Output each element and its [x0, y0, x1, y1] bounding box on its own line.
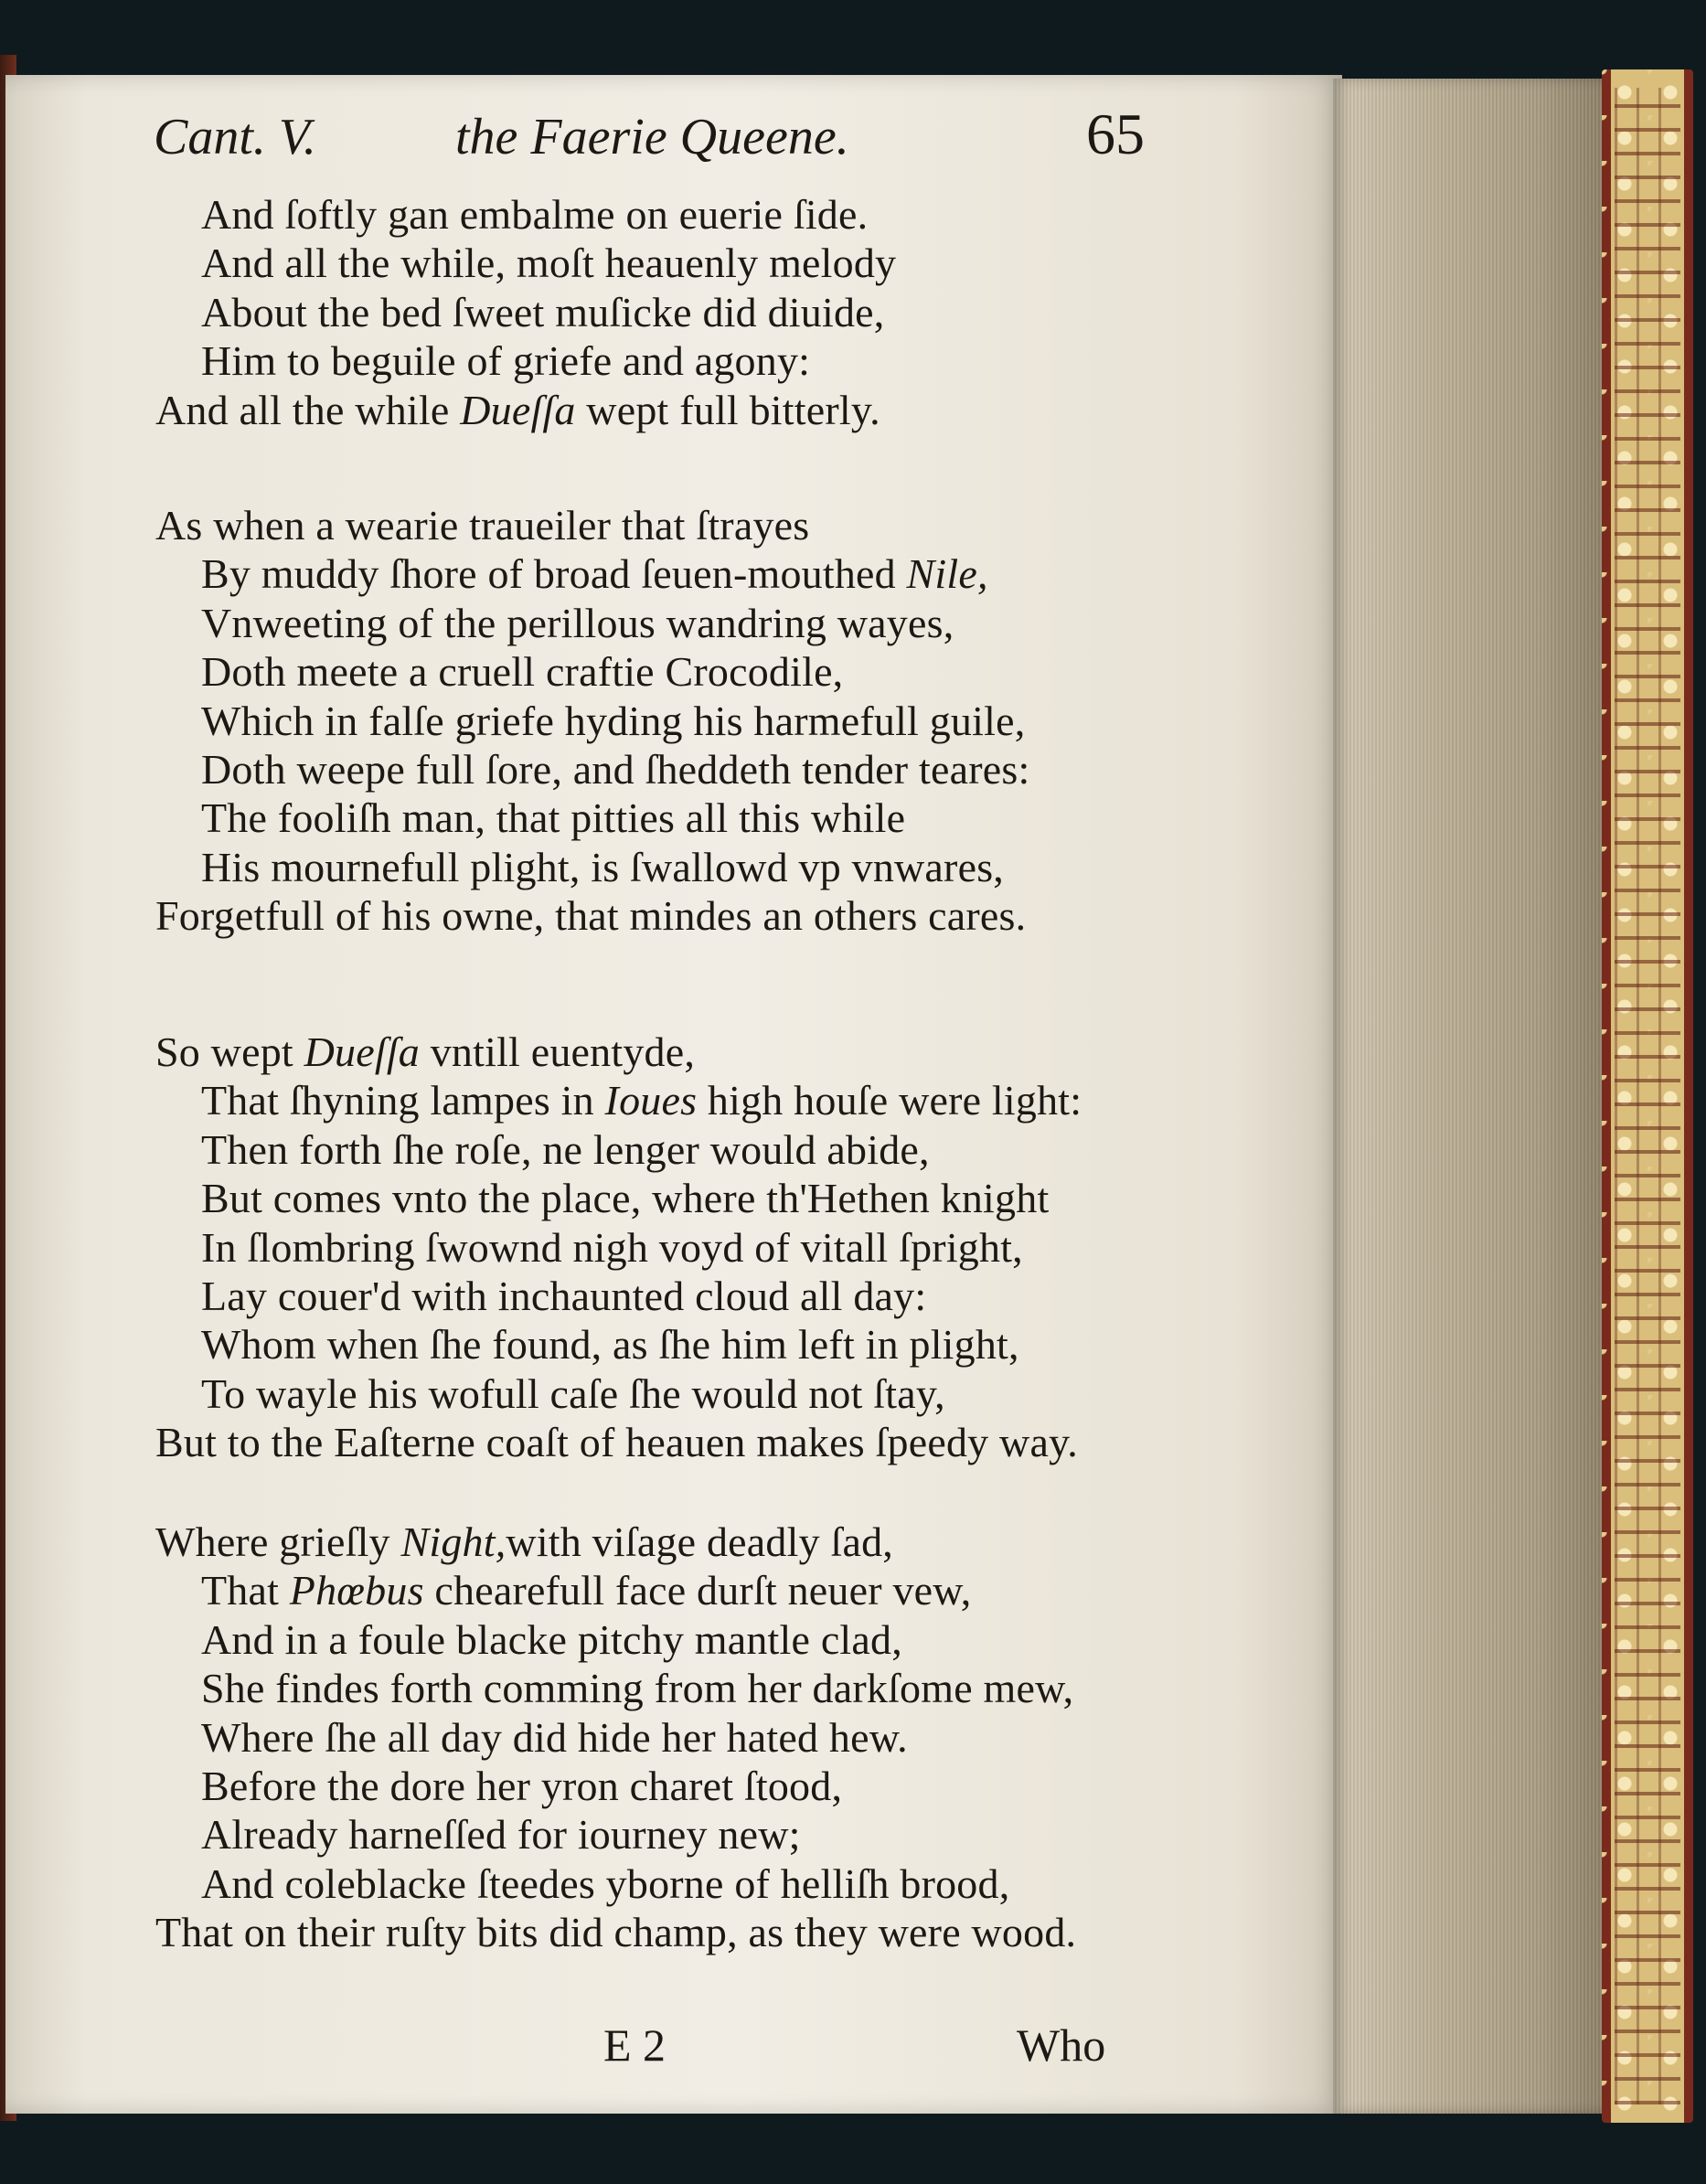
- verse-line: [155, 386, 880, 434]
- italic-name: Dueſſa: [460, 386, 576, 433]
- verse-text: By muddy ſhore of broad ſeuen-mouthed: [201, 550, 907, 598]
- verse-line: [201, 1762, 842, 1810]
- verse-text: Lay couer'd with inchaunted cloud all day:: [201, 1273, 927, 1319]
- verse-text: His mournefull plight, is ſwallowd vp vnwares,: [201, 843, 1004, 890]
- verse-text: high houſe were light:: [697, 1077, 1082, 1124]
- verse-line: [201, 1810, 801, 1859]
- verse-line: [201, 1223, 1023, 1272]
- verse-text: And all the while, moſt heauenly melody: [201, 240, 897, 287]
- verse-line: [201, 239, 896, 287]
- verse-line: [155, 891, 1026, 940]
- page-number: 65: [1086, 101, 1145, 166]
- page-fore-edge: [1333, 79, 1607, 2114]
- verse-line: [201, 1369, 945, 1418]
- verse-line: [201, 1272, 926, 1320]
- italic-name: Night,: [400, 1518, 506, 1565]
- verse-text: chearefull face durſt neuer vew,: [423, 1567, 972, 1614]
- verse-line: [155, 501, 809, 549]
- verse-text: And in a foule blacke pitchy mantle clad,: [201, 1615, 902, 1663]
- verse-text: Then forth ſhe roſe, ne lenger would abide,: [201, 1125, 930, 1173]
- verse-line: [201, 1125, 930, 1174]
- running-header: [154, 101, 1159, 181]
- verse-line: [201, 190, 868, 239]
- verse-line: [201, 1713, 908, 1762]
- canto-label: Cant. V.: [154, 109, 316, 165]
- verse-text: That on their ruſty bits did champ, as they were wood.: [155, 1909, 1077, 1956]
- verse-line: [201, 549, 988, 598]
- verse-text: Doth meete a cruell craftie Crocodile,: [201, 648, 844, 696]
- verse-text: Which in falſe griefe hyding his harmefull guile,: [201, 697, 1026, 744]
- signature-mark: E 2: [603, 2019, 666, 2071]
- verse-line: [155, 1028, 695, 1076]
- verse-text: As when a wearie traueiler that ſtrayes: [155, 502, 810, 549]
- verse-text: Doth weepe full ſore, and ſheddeth tender teares:: [201, 746, 1030, 793]
- running-title: the Faerie Queene.: [455, 109, 849, 165]
- verse-line: [201, 1664, 1073, 1712]
- verse-line: [201, 1615, 902, 1664]
- verse-line: [201, 745, 1029, 794]
- gilt-binding-pattern: [1615, 88, 1680, 2104]
- verse-line: [201, 1566, 971, 1614]
- verse-text: Where grieſly: [155, 1518, 401, 1565]
- verse-line: [201, 599, 954, 647]
- verse-text: But to the Eaſterne coaſt of heauen makes ſpeedy way.: [155, 1419, 1079, 1466]
- verse-line: [155, 1518, 893, 1566]
- verse-line: [201, 1076, 1082, 1124]
- verse-text: Where ſhe all day did hide her hated hew.: [201, 1713, 908, 1761]
- verse-text: Him to beguile of griefe and agony:: [201, 337, 811, 385]
- verse-text: So wept: [155, 1028, 304, 1075]
- verse-text: The fooliſh man, that pitties all this while: [201, 794, 906, 842]
- verse-text: And coleblacke ſteedes yborne of helliſh brood,: [201, 1859, 1010, 1907]
- verse-text: Whom when ſhe found, as ſhe him left in plight,: [201, 1321, 1019, 1369]
- italic-name: Phœbus: [289, 1567, 424, 1614]
- italic-name: Nile,: [906, 550, 988, 598]
- verse-text: vntill euentyde,: [420, 1028, 696, 1075]
- verse-line: [201, 647, 843, 696]
- italic-name: Dueſſa: [304, 1028, 421, 1075]
- verse-line: [201, 1320, 1019, 1369]
- verse-text: Vnweeting of the perillous wandring wayes,: [201, 599, 954, 646]
- verse-text: Before the dore her yron charet ſtood,: [201, 1763, 843, 1809]
- verse-text: But comes vnto the place, where th'Hethen knight: [201, 1175, 1050, 1222]
- verse-line: [155, 1908, 1076, 1956]
- verse-text: To wayle his wofull caſe ſhe would not ſtay,: [201, 1369, 945, 1417]
- verse-text: She findes forth comming from her darkſome mew,: [201, 1665, 1074, 1712]
- verse-text: wept full bitterly.: [575, 386, 880, 433]
- verse-line: [201, 336, 810, 385]
- verse-text: Forgetfull of his owne, that mindes an others cares.: [155, 892, 1027, 940]
- verse-line: [201, 794, 905, 842]
- verse-line: [201, 843, 1004, 891]
- verse-text: And ſoftly gan embalme on euerie ſide.: [201, 191, 869, 238]
- verse-text: In ſlombring ſwownd nigh voyd of vitall ſpright,: [201, 1223, 1023, 1271]
- verse-text: And all the while: [155, 386, 461, 433]
- verse-text: That ſhyning lampes in: [201, 1077, 605, 1124]
- verse-line: [201, 288, 884, 336]
- verse-text: with viſage deadly ſad,: [506, 1518, 893, 1565]
- verse-line: [201, 697, 1025, 745]
- verse-text: That: [201, 1567, 290, 1614]
- verse-line: [155, 1418, 1078, 1466]
- verse-line: [201, 1859, 1009, 1908]
- verse-line: [201, 1174, 1049, 1222]
- italic-name: Ioues: [604, 1077, 698, 1124]
- catchword: Who: [1017, 2019, 1106, 2071]
- verse-text: Already harneſſed for iourney new;: [201, 1811, 801, 1859]
- verse-text: About the bed ſweet muſicke did diuide,: [201, 288, 885, 336]
